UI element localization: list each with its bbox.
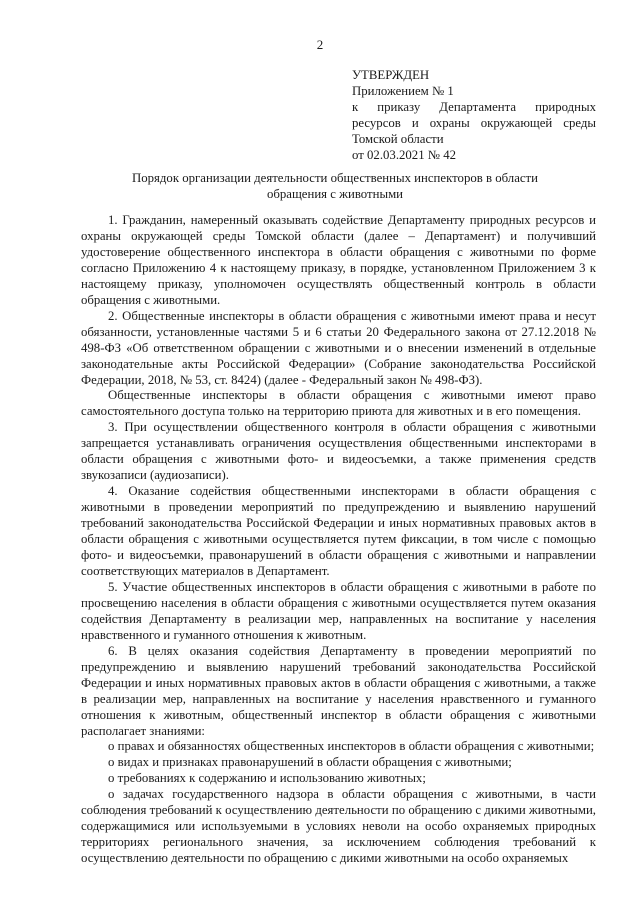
paragraph-3: 3. При осуществлении общественного контроля в области обращения с животными запрещается устанавливать ограничения осуществления общественными инспекторами в области обращения с животными фото- и видеосъемки, а также применения средств звукозаписи (аудиозаписи).: [81, 420, 596, 483]
approval-line-5: от 02.03.2021 № 42: [352, 148, 457, 162]
document-title: [100, 170, 570, 202]
list-item-requirements: о требованиях к содержанию и использованию животных;: [108, 771, 426, 786]
paragraph-4: 4. Оказание содействия общественными инспекторами в области обращения с животными в проведении мероприятий по предупреждению и выявлению нарушений требований законодательства Российской Федерации и иных нормативных правовых актов в области обращения с животными осуществляется путем фиксации, в том числе с помощью фото- и видеосъемки, правонарушений в области обращения с животными и направлении соответствующих материалов в Департамент.: [81, 484, 596, 578]
approval-line-2: к приказу Департамента природных: [352, 100, 596, 114]
list-item-rights: о правах и обязанностях общественных инспекторов в области обращения с животными;: [108, 739, 595, 754]
approval-block: [352, 67, 596, 163]
document-body: [81, 213, 596, 867]
paragraph-2: 2. Общественные инспекторы в области обращения с животными имеют права и несут обязанности, установленные частями 5 и 6 статьи 20 Федерального закона от 27.12.2018 № 498-ФЗ «Об ответственном обращении с животными и о внесении изменений в отдельные законодательные акты Российской Федерации» (Собрание законодательства Российской Федерации, 2018, № 53, ст. 8424) (далее - Федеральный закон № 498-ФЗ).: [81, 308, 596, 387]
list-item-supervision: о задачах государственного надзора в области обращения с животными, в части соблюдения требований к осуществлению деятельности по обращению с дикими животными, содержащимися или используемыми в условиях неволи на особо охраняемых природных территориях регионального значения, за исключением соблюдения требований к осуществлению деятельности по обращению с дикими животными на особо охраняемых: [81, 787, 596, 866]
paragraph-1: 1. Гражданин, намеренный оказывать содействие Департаменту природных ресурсов и охраны окружающей среды Томской области (далее – Департамент) и получивший удостоверение общественного инспектора в области обращения с животными по форме согласно Приложению 4 к настоящему приказу, в порядке, установленном Приложением 3 к настоящему приказу, уполномочен осуществлять общественный контроль в области обращения с животными.: [81, 213, 596, 307]
paragraph-6: 6. В целях оказания содействия Департаменту в проведении мероприятий по предупреждению и выявлению нарушений требований законодательства Российской Федерации и иных нормативных правовых актов в области обращения с животными, а также в реализации мер, направленных на воспитание у населения нравственного и гуманного отношения к животным, общественный инспектор в области обращения с животными располагает знаниями:: [81, 643, 596, 738]
approval-line-1: Приложением № 1: [352, 84, 454, 98]
paragraph-5: 5. Участие общественных инспекторов в области обращения с животными в работе по просвещению населения в области обращения с животными осуществляется путем оказания содействия Департаменту в реализации мер, направленных на воспитание у населения нравственного и гуманного отношения к животным.: [81, 579, 596, 642]
document-title-line-1: Порядок организации деятельности общественных инспекторов в области: [131, 171, 538, 185]
approval-title: УТВЕРЖДЕН: [352, 68, 430, 82]
list-item-violations: о видах и признаках правонарушений в области обращения с животными;: [108, 755, 512, 770]
paragraph-2-continued: Общественные инспекторы в области обращения с животными имеют право самостоятельного доступа только на территорию приюта для животных и в его помещения.: [81, 388, 596, 419]
approval-line-3: ресурсов и охраны окружающей среды: [352, 116, 596, 130]
approval-line-4: Томской области: [352, 132, 444, 146]
page-number: 2: [316, 37, 324, 52]
document-title-line-2: обращения с животными: [266, 187, 404, 201]
